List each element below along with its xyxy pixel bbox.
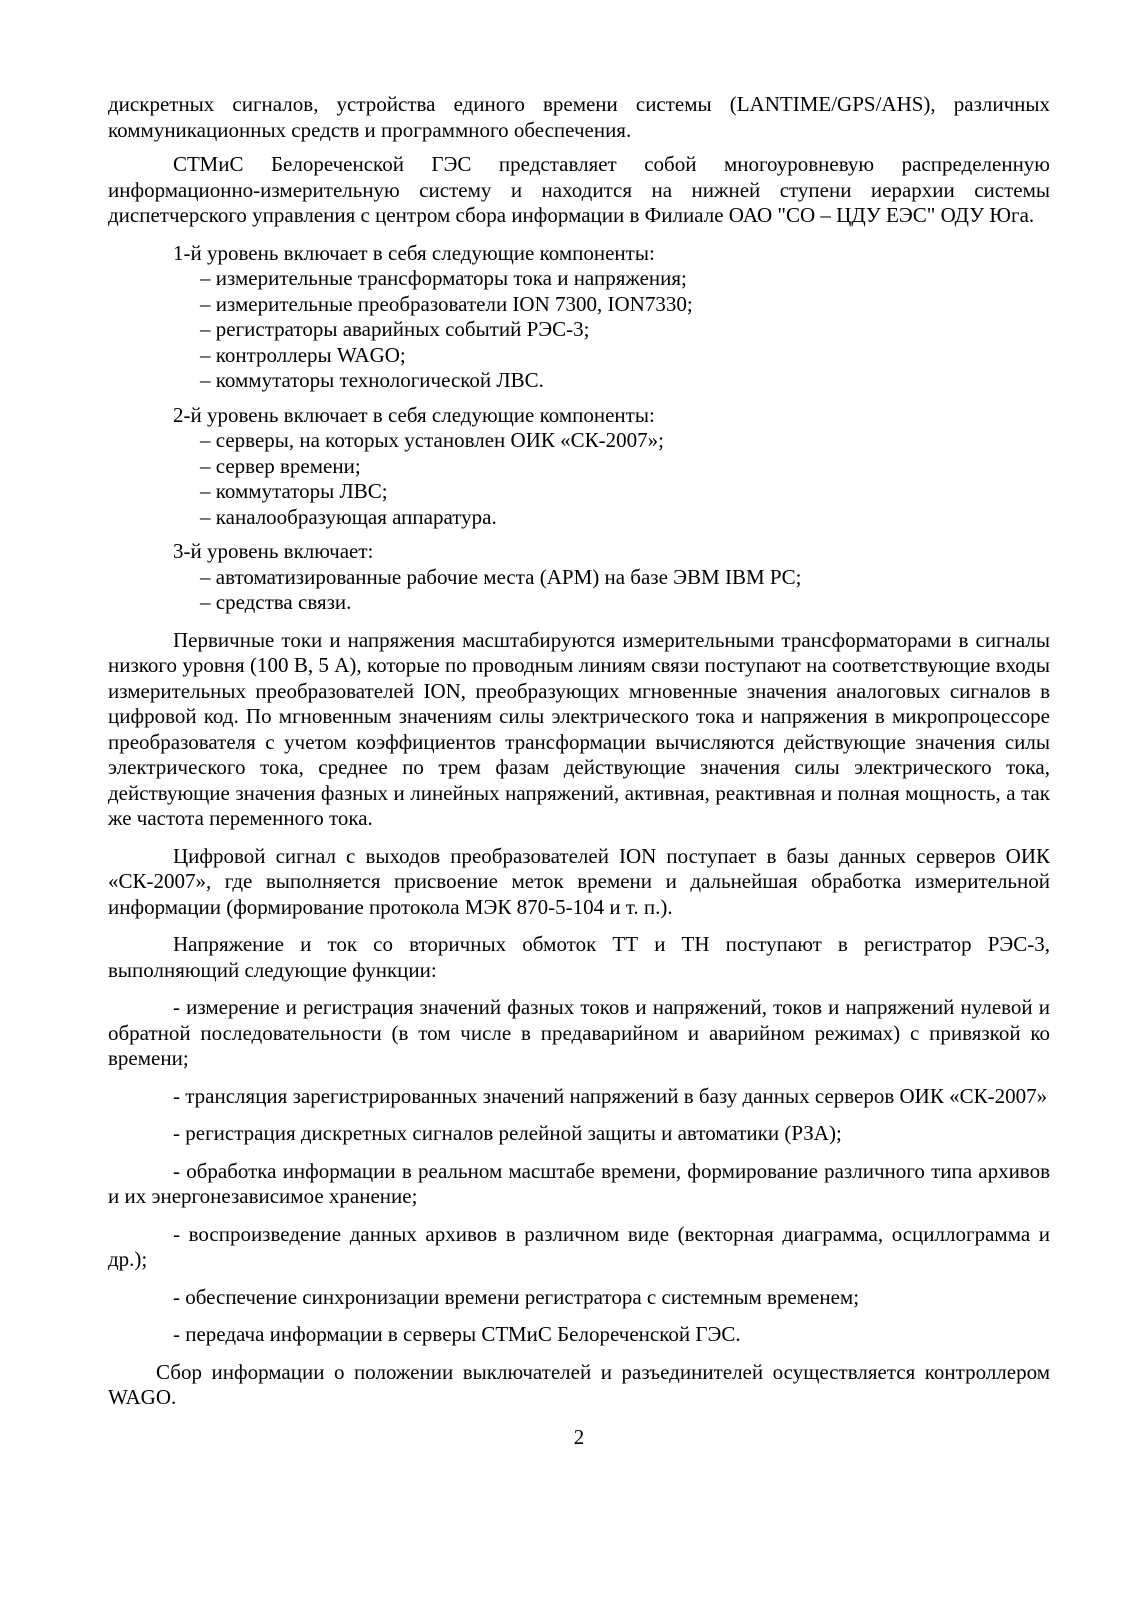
- level-1-heading: 1-й уровень включает в себя следующие компоненты:: [173, 240, 655, 265]
- list-item: – измерительные трансформаторы тока и напряжения;: [200, 266, 687, 290]
- page-number: 2: [573, 1424, 585, 1449]
- function-item: - обработка информации в реальном масштабе времени, формирование различного типа архивов и их энергонезависимое хранение;: [108, 1158, 1050, 1208]
- function-item: - измерение и регистрация значений фазных токов и напряжений, токов и напряжений нулевой и обратной последовательности (в том числе в предаварийном и аварийном режимах) с привязкой ко времени;: [108, 995, 1050, 1070]
- paragraph-wago: Сбор информации о положении выключателей и разъединителей осуществляется контроллером WAGO.: [108, 1359, 1050, 1409]
- function-item: - передача информации в серверы СТМиС Белореченской ГЭС.: [173, 1322, 741, 1346]
- level-2-heading: 2-й уровень включает в себя следующие компоненты:: [173, 402, 655, 427]
- res3-functions-list: [108, 995, 1050, 1348]
- level-2-block: [108, 403, 1050, 531]
- list-item: – автоматизированные рабочие места (АРМ) на базе ЭВМ IBM PC;: [200, 564, 802, 589]
- level-1-block: [108, 241, 1050, 394]
- list-item: – сервер времени;: [200, 453, 361, 478]
- list-item: – регистраторы аварийных событий РЭС-3;: [200, 317, 590, 341]
- list-item: – серверы, на которых установлен ОИК «СК-2007»;: [200, 428, 664, 452]
- level-3-heading: 3-й уровень включает:: [173, 539, 374, 563]
- level-3-list: [200, 565, 1050, 616]
- function-item: - воспроизведение данных архивов в различном виде (векторная диаграмма, осциллограмма и др.);: [108, 1221, 1050, 1271]
- paragraph-digital-signal: Цифровой сигнал с выходов преобразователей ION поступает в базы данных серверов ОИК «СК-2007», где выполняется присвоение меток времени и дальнейшая обработка измерительной информации (формирование протокола МЭК 870-5-104 и т. п.).: [108, 843, 1050, 919]
- list-item: – каналообразующая аппаратура.: [200, 504, 497, 529]
- level-3-block: [108, 539, 1050, 616]
- level-2-list: [200, 428, 1050, 530]
- paragraph-primary-signals: Первичные токи и напряжения масштабируются измерительными трансформаторами в сигналы низкого уровня (100 В, 5 А), которые по проводным линиям связи поступают на соответствующие входы измерительных преобразователей ION, преобразующих мгновенные значения аналоговых сигналов в цифровой код. По мгновенным значениям силы электрического тока и напряжения в микропроцессоре преобразователя с учетом коэффициентов трансформации вычисляются действующие значения силы электрического тока, среднее по трем фазам действующие значения силы электрического тока, действующие значения фазных и линейных напряжений, активная, реактивная и полная мощность, а так же частота переменного тока.: [108, 627, 1050, 830]
- paragraph-res3-intro: Напряжение и ток со вторичных обмоток ТТ и ТН поступают в регистратор РЭС-3, выполняющий следующие функции:: [108, 932, 1050, 982]
- list-item: – контроллеры WAGO;: [200, 342, 406, 367]
- paragraph-continuation: дискретных сигналов, устройства единого времени системы (LANTIME/GPS/AHS), различных коммуникационных средств и программного обеспечения.: [108, 92, 1050, 142]
- level-1-list: [200, 266, 1050, 394]
- function-item: - трансляция зарегистрированных значений напряжений в базу данных серверов ОИК «СК-2007»: [173, 1083, 1048, 1108]
- list-item: – коммутаторы ЛВС;: [200, 479, 388, 503]
- function-item: - обеспечение синхронизации времени регистратора с системным временем;: [173, 1284, 860, 1309]
- document-page: [108, 92, 1050, 1450]
- list-item: – измерительные преобразователи ION 7300, ION7330;: [200, 291, 693, 316]
- list-item: – средства связи.: [200, 590, 352, 614]
- list-item: – коммутаторы технологической ЛВС.: [200, 368, 544, 392]
- function-item: - регистрация дискретных сигналов релейной защиты и автоматики (РЗА);: [173, 1121, 842, 1145]
- paragraph-system-structure: СТМиС Белореченской ГЭС представляет собой многоуровневую распределенную информационно-измерительную систему и находится на нижней ступени иерархии системы диспетчерского управления с центром сбора информации в Филиале ОАО "СО – ЦДУ ЕЭС" ОДУ Юга.: [108, 152, 1050, 227]
